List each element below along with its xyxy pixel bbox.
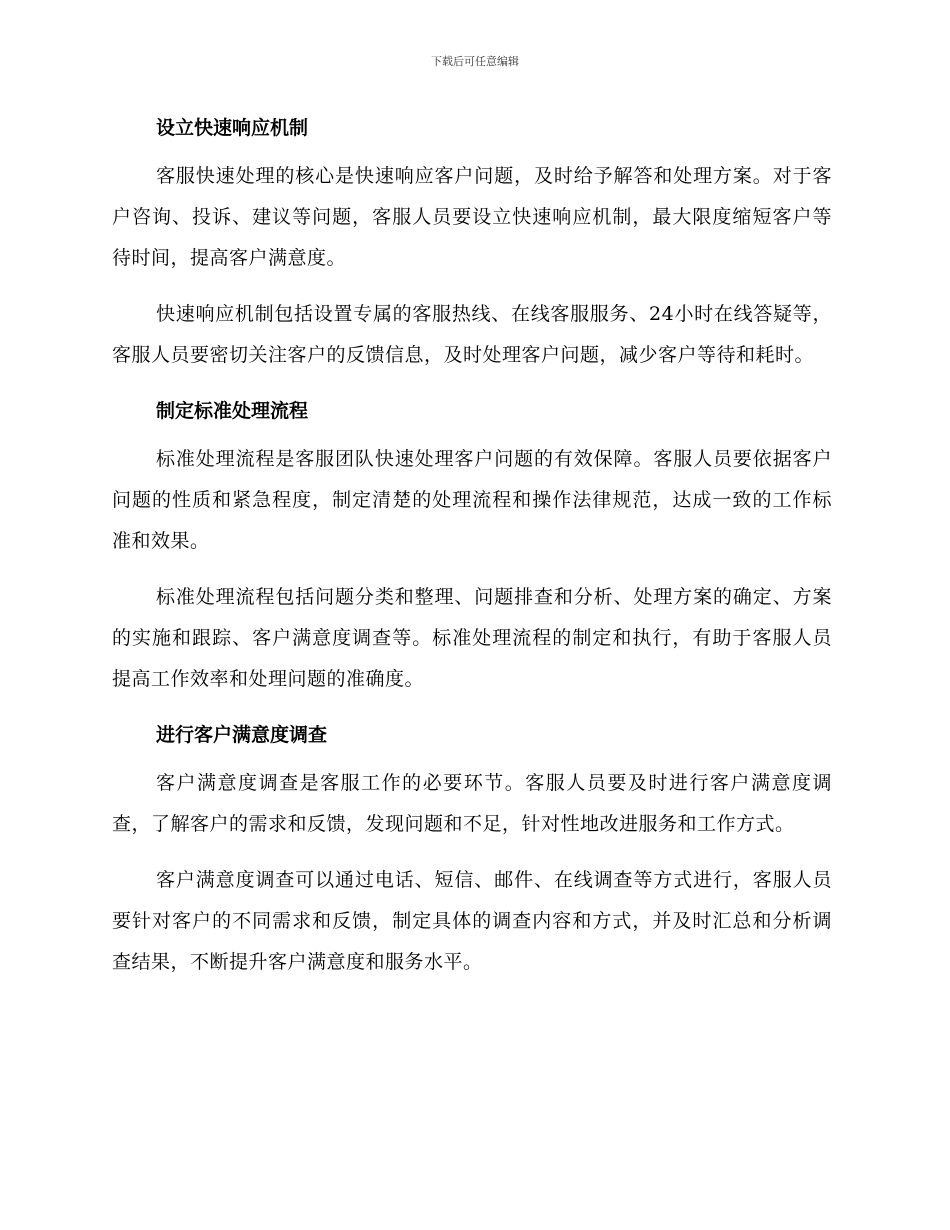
- section-heading: 设立快速响应机制: [156, 117, 309, 139]
- section-satisfaction-survey: [112, 715, 832, 983]
- section-quick-response: [112, 108, 832, 376]
- document-body: [112, 108, 832, 983]
- section-standard-process: [112, 391, 832, 700]
- page-header-note: 下载后可任意编辑: [431, 55, 519, 68]
- section-heading: 进行客户满意度调查: [156, 724, 328, 746]
- paragraph: 客户满意度调查可以通过电话、短信、邮件、在线调查等方式进行，客服人员要针对客户的不同需求和反馈，制定具体的调查内容和方式，并及时汇总和分析调查结果，不断提升客户满意度和服务水平。: [112, 869, 832, 973]
- paragraph: 快速响应机制包括设置专属的客服热线、在线客服服务、24小时在线答疑等，客服人员要密切关注客户的反馈信息，及时处理客户问题，减少客户等待和耗时。: [112, 303, 832, 366]
- paragraph: 客服快速处理的核心是快速响应客户问题，及时给予解答和处理方案。对于客户咨询、投诉、建议等问题，客服人员要设立快速响应机制，最大限度缩短客户等待时间，提高客户满意度。: [112, 165, 832, 269]
- section-heading: 制定标准处理流程: [156, 400, 309, 422]
- paragraph: 标准处理流程是客服团队快速处理客户问题的有效保障。客服人员要依据客户问题的性质和紧急程度，制定清楚的处理流程和操作法律规范，达成一致的工作标准和效果。: [112, 448, 832, 552]
- paragraph: 标准处理流程包括问题分类和整理、问题排查和分析、处理方案的确定、方案的实施和跟踪、客户满意度调查等。标准处理流程的制定和执行，有助于客服人员提高工作效率和处理问题的准确度。: [112, 586, 832, 690]
- paragraph: 客户满意度调查是客服工作的必要环节。客服人员要及时进行客户满意度调查，了解客户的需求和反馈，发现问题和不足，针对性地改进服务和工作方式。: [112, 772, 832, 835]
